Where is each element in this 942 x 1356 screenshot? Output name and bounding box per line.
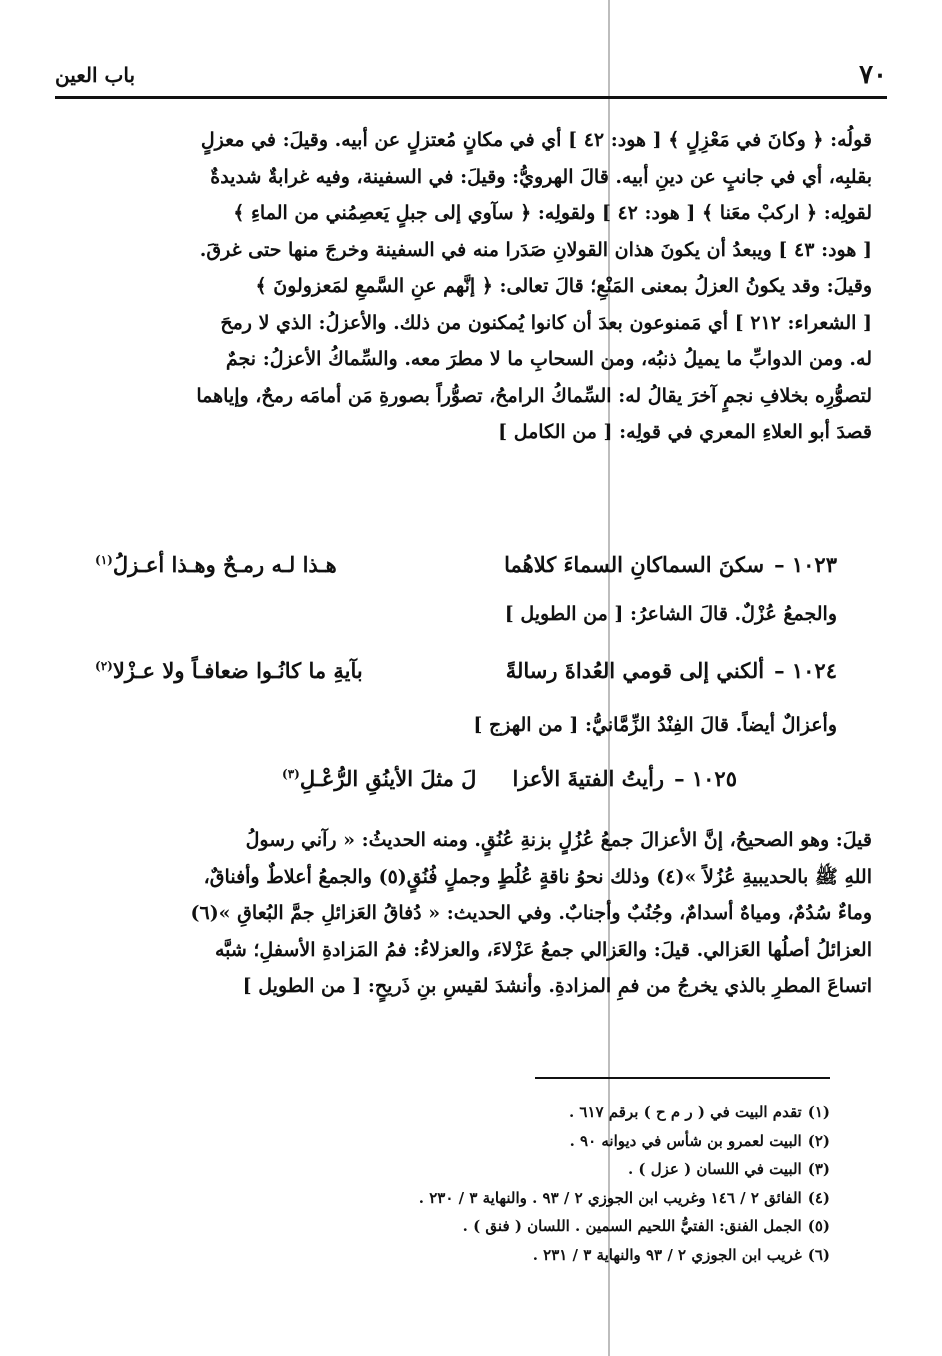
meter-line-2: وأعزالٌ أيضاً. قالَ الفِنْدُ الزِّمَّانيُّ: [ من الهزج ] [473,714,837,736]
verse-first-hemistich: ١٠٢٤ –ألكني إلى قومي العُداةَ رسالةً [505,657,837,683]
text-line: [ الشعراء: ٢١٢ ] أي مَمنوعون بعدَ أن كانوا يُمكنون من ذلك. والأعزلُ: الذي لا رمحَ [220,311,872,334]
text-line: قولُه: ﴿ وكانَ في مَعْزِلٍ ﴾ [ هود: ٤٢ ] أي في مكانٍ مُعتزلٍ عن أبيه. وقيلَ: في معزلٍ [200,129,872,151]
verse-1023 [95,542,837,586]
footnote-ref: (١) [95,552,113,567]
text-line: [ هود: ٤٣ ] ويبعدُ أن يكونَ هذان القولانِ صَدَرا منه في السفينة وخرجَ منها حتى غرقَ. [199,238,872,261]
footnote-ref: (٣) [282,766,300,781]
text-line: اللهِ ﷺ بالحديبيةِ عُزُلاً »(٤) وذلك نحوُ ناقةٍ عُلُطٍ وجملٍ فُنُقٍ(٥) والجمعُ أعلاطٌ وأفناقٌ، [203,865,872,888]
text-line: قيلَ: وهو الصحيحُ، إنَّ الأعزالَ جمعُ عُزُلٍ بزنةِ عُنُقٍ. ومنه الحديثُ: « رآني رسولُ [245,829,872,851]
footnote-text: الجمل الفنق: الفتيُّ اللحيم السمين . اللسان ( فنق ) . [462,1217,802,1235]
footnote-item [210,1098,830,1127]
header-rule [55,96,887,99]
text-line: وماءٌ سُدُمٌ، ومياهٌ أسدامٌ، وجُنُبٌ وأجنابٌ. وفي الحديث: « دُفاقُ العَزائلِ جمَّ البُعاقِ »(٦) [190,902,872,924]
footnote-separator [535,1077,830,1079]
text-line: اتساعَ المطرِ بالذي يخرجُ من فمِ المزادةِ. وأنشدَ لقيسِ بنِ ذَريحٍ: [ من الطويل ] [242,975,872,997]
footnote-number: (٢) [807,1131,830,1150]
footnote-number: (٥) [807,1217,830,1235]
meter-line-1: والجمعُ عُزْلٌ. قالَ الشاعرُ: [ من الطويل ] [504,603,837,625]
verse-first-hemistich: ١٠٢٥ –رأيتُ الفتيةَ الأعزا [512,765,737,791]
running-header [55,58,887,92]
footnotes-list [210,1098,830,1269]
verse-second-hemistich: لَ مثلَ الأينُقِ الرُّعْـلِ$^{(٣)}$ [282,765,477,791]
verse-number: ١٠٢٥ – [674,765,737,791]
verse-first-hemistich: ١٠٢٣ –سكنَ السماكانِ السماءَ كلاهُما [504,551,837,577]
footnote-number: (٣) [807,1160,830,1178]
footnote-text: البيت في اللسان ( عزل ) . [627,1160,802,1178]
footnote-number: (٤) [807,1188,830,1207]
text-line: لقولِه: ﴿ اركبْ معَنا ﴾ [ هود: ٤٢ ] ولقولِه: ﴿ سآوي إلى جبلٍ يَعصِمُني من الماءِ ﴾ [233,202,872,224]
footnote-ref: (٢) [95,658,113,673]
text-line: العزائلُ أصلُها العَزالي. قيلَ: والعَزالي جمعُ عَزْلاءَ، والعزلاءُ: فمُ المَزادةِ الأسفلِ؛ شبَّه [214,938,872,961]
verse-1025 [282,756,737,800]
footnote-text: تقدم البيت في ( ر م ح ) برقم ٦١٧ . [568,1103,802,1121]
text-line: لتصوُّرِه بخلافِ نجمٍ آخرَ يقالُ له: السِّماكُ الرامحُ، تصوُّراً بصورةِ مَن أمامَه رمحٌ، وإياهما [196,384,872,407]
footnote-number: (٦) [807,1245,830,1264]
text-line: له. ومن الدوابِّ ما يميلُ ذنبُه، ومن السحابِ ما لا مطرَ معه. والسِّماكُ الأعزلُ: نجمٌ [225,348,872,370]
paragraph-2 [67,822,872,1005]
text-line: قصدَ أبو العلاءِ المعري في قولِه: [ من الكامل ] [498,421,872,443]
footnote-text: الفائق ٢ / ١٤٦ وغريب ابن الجوزي ٢ / ٩٣ . والنهاية ٣ / ٢٣٠ . [418,1188,802,1207]
verse-1024 [95,648,837,692]
verse-number: ١٠٢٤ – [774,657,837,683]
footnote-item [210,1184,830,1213]
chapter-title: باب العين [55,63,136,87]
verse-second-hemistich: بآيةِ ما كانُـوا ضعافـاً ولا عـزْلا$^{(٢)}$ [95,657,363,683]
footnote-text: غريب ابن الجوزي ٢ / ٩٣ والنهاية ٣ / ٢٣١ . [532,1245,802,1264]
paragraph-1 [67,122,872,451]
footnote-item [210,1212,830,1241]
footnote-text: البيت لعمرو بن شأس في ديوانه ٩٠ . [569,1131,802,1150]
text-line: بقلبِه، أي في جانبٍ عن دينِ أبيه. قالَ الهرويُّ: وقيلَ: في السفينة، وفيه غرابةٌ شديدةٌ [210,165,872,188]
footnote-item [210,1155,830,1184]
page-number: ٧٠ [859,60,887,90]
verse-number: ١٠٢٣ – [774,551,837,577]
footnote-item [210,1127,830,1156]
footnote-number: (١) [807,1103,830,1121]
verse-second-hemistich: هـذا لـه رمـحٌ وهـذا أعـزلُ$^{(١)}$ [95,551,337,577]
footnote-item [210,1241,830,1270]
text-line: وقيلَ: وقد يكونُ العزلُ بمعنى المَنْعِ؛ قالَ تعالى: ﴿ إنَّهم عنِ السَّمعِ لمَعزولونَ ﴾ [255,275,872,297]
